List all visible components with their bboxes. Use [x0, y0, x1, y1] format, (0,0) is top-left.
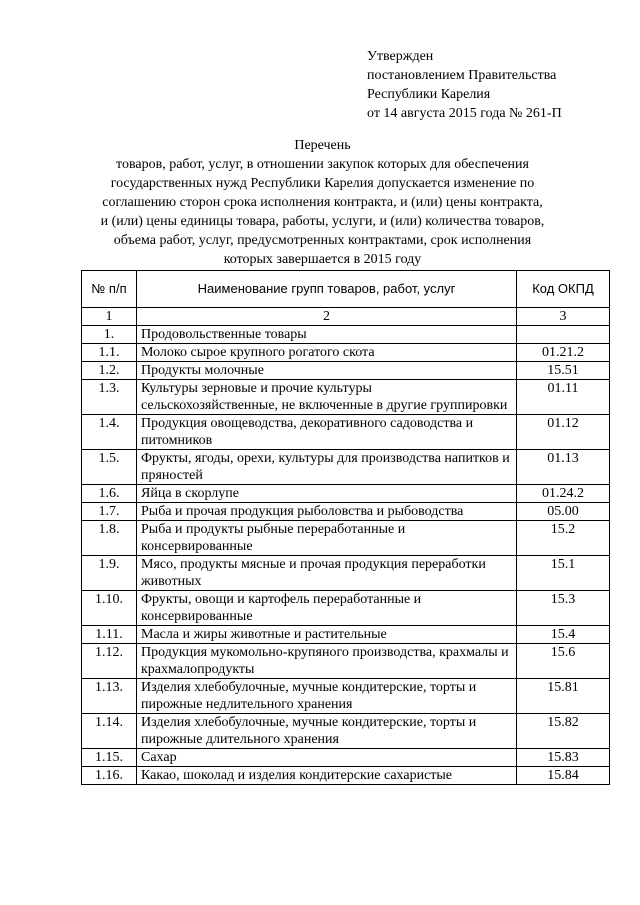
table-row — [82, 644, 610, 679]
header-name: Наименование групп товаров, работ, услуг — [137, 271, 517, 308]
table-body — [82, 308, 610, 785]
row-name-cell: Изделия хлебобулочные, мучные кондитерские, торты и пирожные длительного хранения — [137, 714, 517, 749]
row-name-cell: Культуры зерновые и прочие культуры сельскохозяйственные, не включенные в другие группировки — [137, 380, 517, 415]
row-name-cell: Рыба и прочая продукция рыболовства и рыбоводства — [137, 503, 517, 521]
table-row — [82, 626, 610, 644]
row-num-cell: 1.1. — [82, 344, 137, 362]
table-row — [82, 749, 610, 767]
row-code-cell: 01.11 — [517, 380, 610, 415]
row-num-cell: 1.8. — [82, 521, 137, 556]
row-code-cell: 15.1 — [517, 556, 610, 591]
table-row — [82, 521, 610, 556]
row-num-cell: 1.2. — [82, 362, 137, 380]
row-num-cell: 1.5. — [82, 450, 137, 485]
row-num-cell: 1.6. — [82, 485, 137, 503]
index-cell: 3 — [517, 308, 610, 326]
row-name-cell: Продукция овощеводства, декоративного садоводства и питомников — [137, 415, 517, 450]
row-num-cell: 1.12. — [82, 644, 137, 679]
goods-table — [81, 270, 610, 785]
row-code-cell: 15.82 — [517, 714, 610, 749]
row-num-cell: 1.3. — [82, 380, 137, 415]
table-row — [82, 503, 610, 521]
row-num-cell: 1.11. — [82, 626, 137, 644]
index-cell: 2 — [137, 308, 517, 326]
row-code-cell: 15.2 — [517, 521, 610, 556]
row-num-cell: 1.9. — [82, 556, 137, 591]
row-num-cell: 1.15. — [82, 749, 137, 767]
row-name-cell: Рыба и продукты рыбные переработанные и консервированные — [137, 521, 517, 556]
row-code-cell: 15.84 — [517, 767, 610, 785]
row-code-cell: 15.3 — [517, 591, 610, 626]
row-name-cell: Продовольственные товары — [137, 326, 517, 344]
row-name-cell: Фрукты, ягоды, орехи, культуры для производства напитков и пряностей — [137, 450, 517, 485]
table-row — [82, 380, 610, 415]
row-num-cell: 1.4. — [82, 415, 137, 450]
approval-line: Республики Карелия — [367, 87, 491, 102]
table-row — [82, 679, 610, 714]
table-row — [82, 326, 610, 344]
row-num-cell: 1. — [82, 326, 137, 344]
row-name-cell: Продукция мукомольно-крупяного производства, крахмалы и крахмалопродукты — [137, 644, 517, 679]
row-num-cell: 1.14. — [82, 714, 137, 749]
row-name-cell: Яйца в скорлупе — [137, 485, 517, 503]
row-name-cell: Какао, шоколад и изделия кондитерские сахаристые — [137, 767, 517, 785]
row-code-cell: 15.81 — [517, 679, 610, 714]
row-code-cell: 01.21.2 — [517, 344, 610, 362]
row-code-cell: 01.24.2 — [517, 485, 610, 503]
document-title: Перечень — [294, 138, 351, 153]
row-name-cell: Молоко сырое крупного рогатого скота — [137, 344, 517, 362]
row-name-cell: Изделия хлебобулочные, мучные кондитерские, торты и пирожные недлительного хранения — [137, 679, 517, 714]
table-row — [82, 362, 610, 380]
row-code-cell: 01.12 — [517, 415, 610, 450]
table-row — [82, 591, 610, 626]
row-num-cell: 1.16. — [82, 767, 137, 785]
row-code-cell: 15.6 — [517, 644, 610, 679]
row-code-cell — [517, 326, 610, 344]
approval-block — [367, 47, 562, 123]
table-row — [82, 485, 610, 503]
approval-line: Утвержден — [367, 49, 434, 64]
row-name-cell: Сахар — [137, 749, 517, 767]
row-name-cell: Продукты молочные — [137, 362, 517, 380]
column-index-row — [82, 308, 610, 326]
table-row — [82, 714, 610, 749]
document-subtitle: товаров, работ, услуг, в отношении закупок которых для обеспечения государственных нужд Республики Карелия допускается изменение по соглашению сторон срока исполнения контракта, и (или) цены контракта, и (или) цены единицы товара, работы, услуги, и (или) количества товаров, объема работ, услуг, предусмотренных контрактами, срок исполнения которых завершается в 2015 году — [100, 157, 545, 267]
row-code-cell: 01.13 — [517, 450, 610, 485]
approval-line: от 14 августа 2015 года № 261-П — [367, 106, 562, 121]
row-code-cell: 15.4 — [517, 626, 610, 644]
row-name-cell: Масла и жиры животные и растительные — [137, 626, 517, 644]
table-row — [82, 450, 610, 485]
row-num-cell: 1.13. — [82, 679, 137, 714]
header-num: № п/п — [82, 271, 137, 308]
row-name-cell: Мясо, продукты мясные и прочая продукция переработки животных — [137, 556, 517, 591]
row-num-cell: 1.7. — [82, 503, 137, 521]
row-code-cell: 15.51 — [517, 362, 610, 380]
row-code-cell: 15.83 — [517, 749, 610, 767]
approval-line: постановлением Правительства — [367, 68, 557, 83]
row-num-cell: 1.10. — [82, 591, 137, 626]
table-row — [82, 344, 610, 362]
table-row — [82, 767, 610, 785]
row-code-cell: 05.00 — [517, 503, 610, 521]
document-heading — [100, 136, 545, 269]
index-cell: 1 — [82, 308, 137, 326]
table-row — [82, 556, 610, 591]
header-code: Код ОКПД — [517, 271, 610, 308]
row-name-cell: Фрукты, овощи и картофель переработанные и консервированные — [137, 591, 517, 626]
table-row — [82, 415, 610, 450]
